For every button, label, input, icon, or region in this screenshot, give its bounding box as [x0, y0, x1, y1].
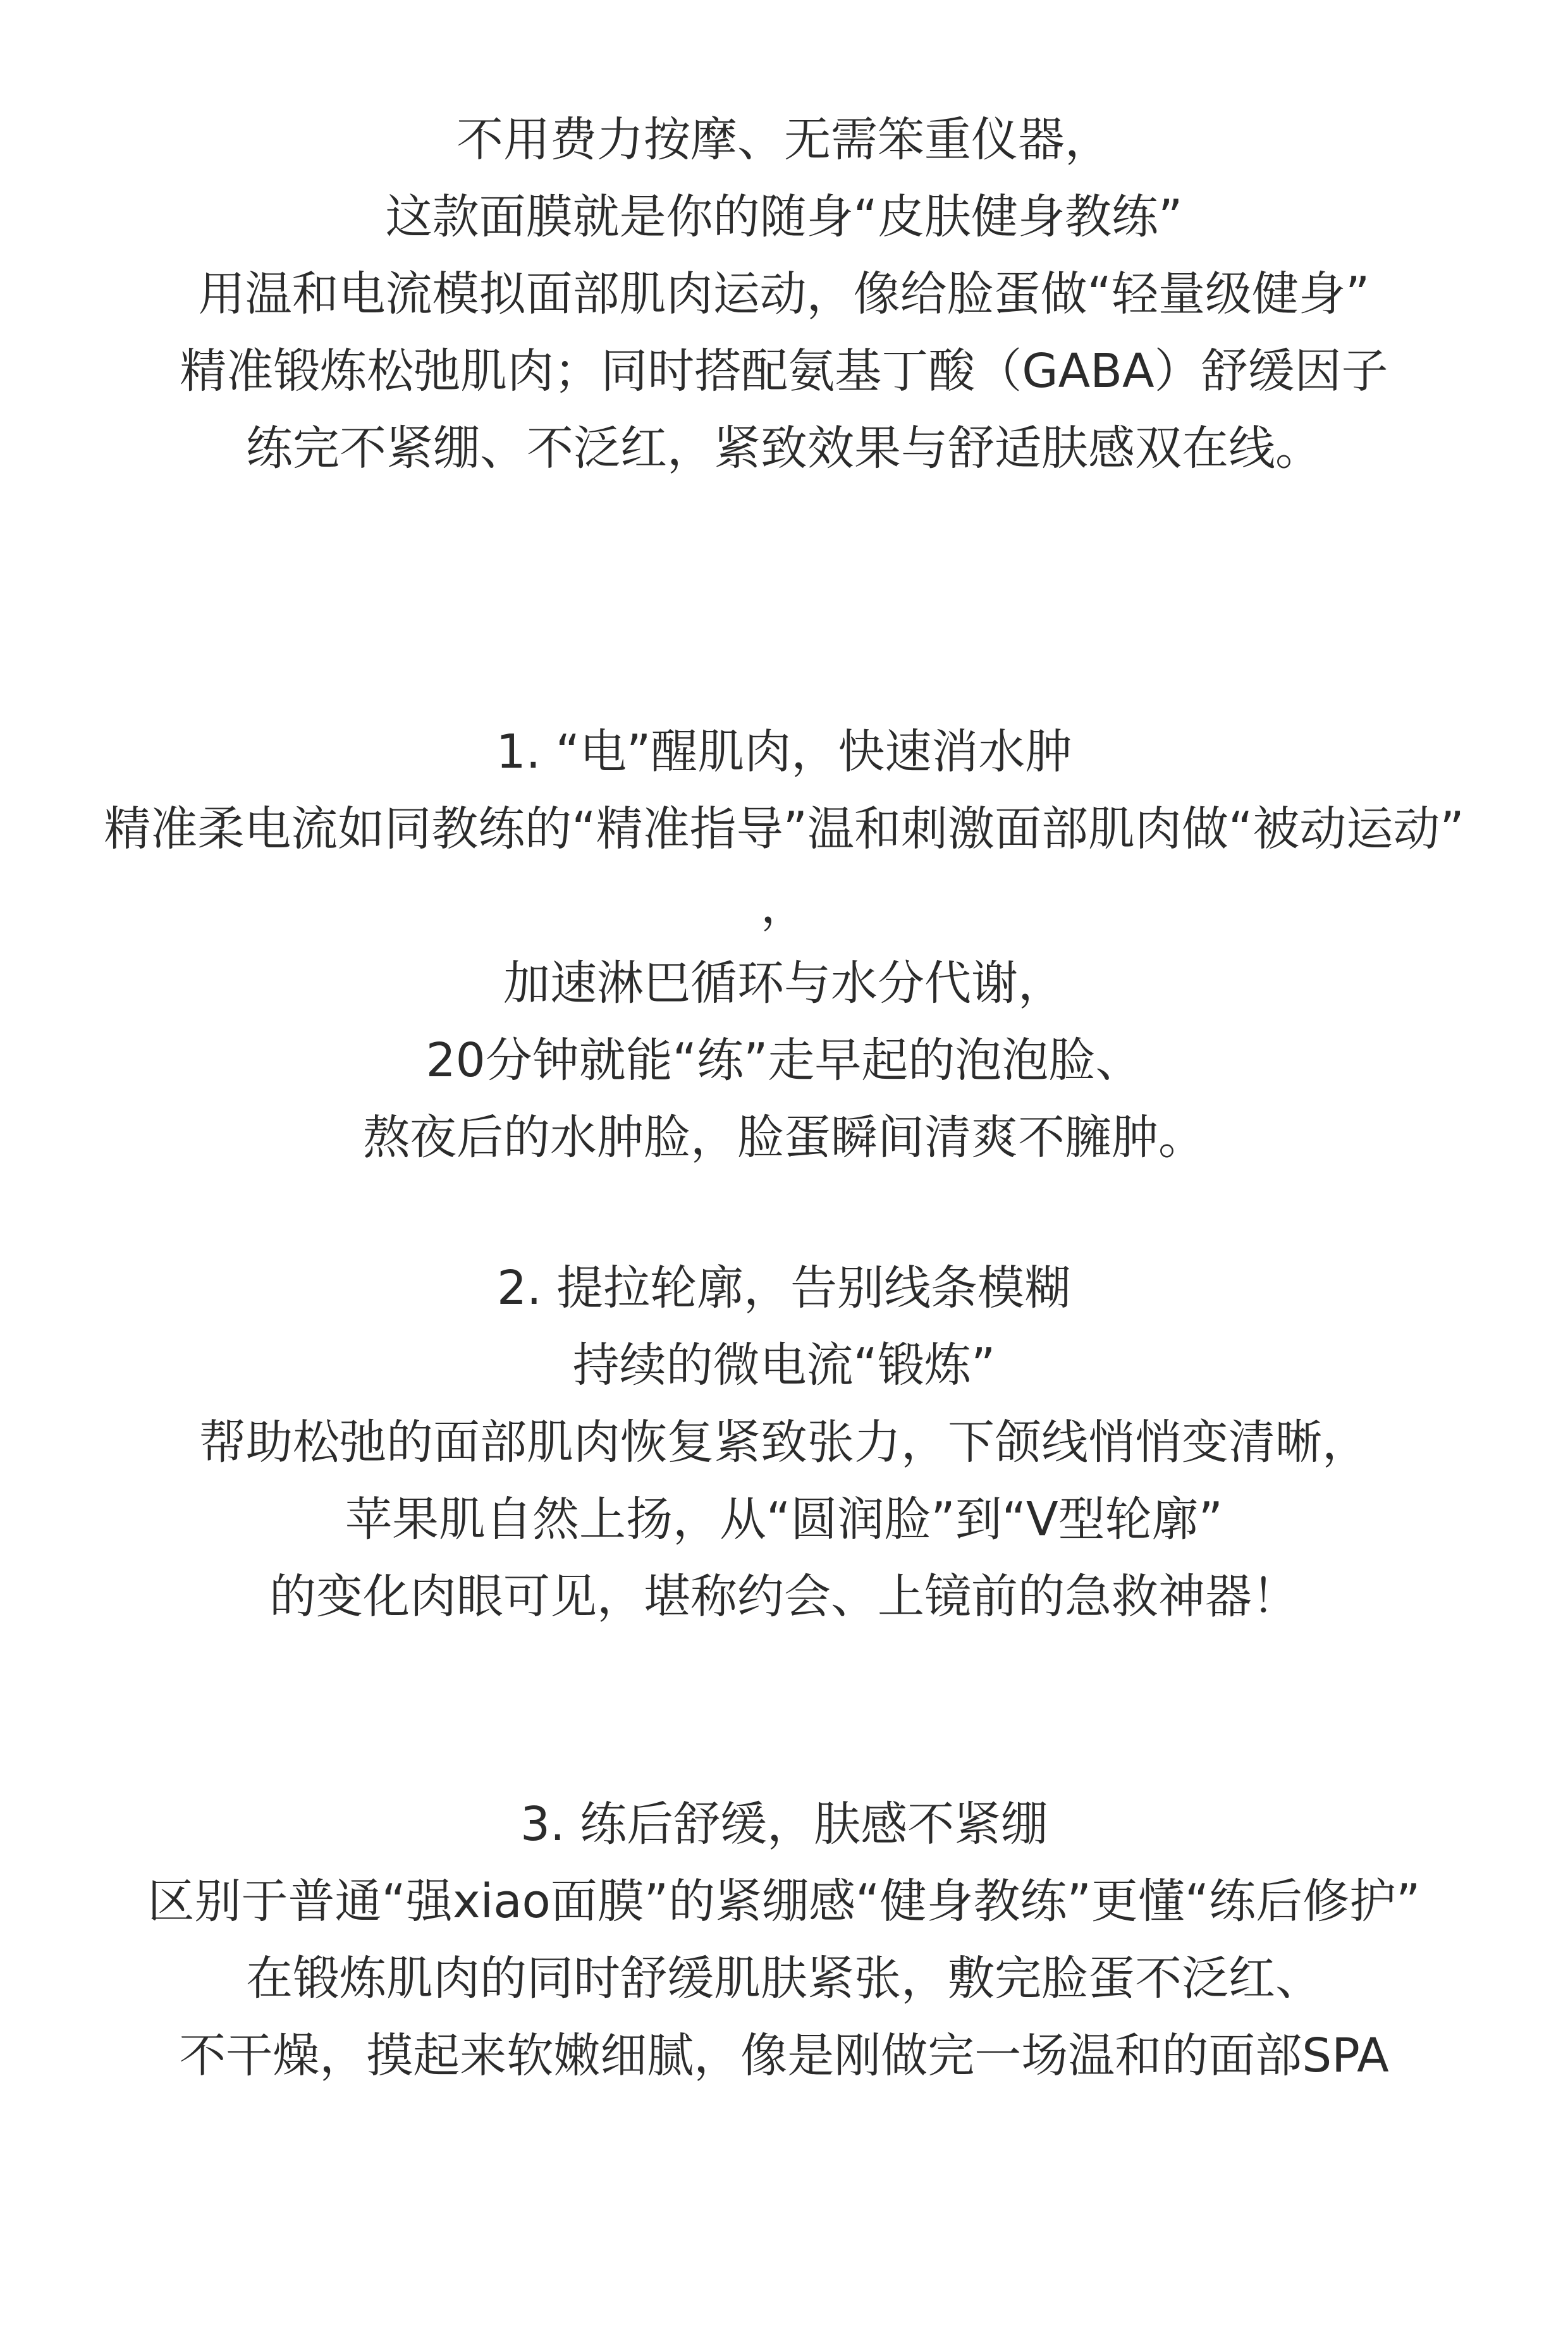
intro-line: 这款面膜就是你的随身“皮肤健身教练” [385, 190, 1183, 244]
section-2-line: 苹果肌自然上扬，从“圆润脸”到“V型轮廓” [345, 1492, 1223, 1547]
section-1-line: 20分钟就能“练”走早起的泡泡脸、 [426, 1033, 1142, 1088]
section-1-line: 加速淋巴循环与水分代谢， [503, 956, 1065, 1010]
section-1-heading: 1. “电”醒肌肉，快速消水肿 [496, 725, 1072, 779]
intro-line: 练完不紧绷、不泛红，紧致效果与舒适肤感双在线。 [246, 421, 1322, 476]
intro-paragraph [0, 101, 1568, 487]
section-1 [0, 713, 1568, 1176]
section-2 [0, 1249, 1568, 1635]
section-2-line: 持续的微电流“锻炼” [572, 1338, 996, 1392]
section-1-line: ， [761, 879, 807, 933]
section-2-line: 的变化肉眼可见，堪称约会、上镜前的急救神器！ [269, 1569, 1299, 1624]
section-3-line: 区别于普通“强xiao面膜”的紧绷感“健身教练”更懂“练后修护” [147, 1874, 1421, 1929]
section-3-heading: 3. 练后舒缓，肤感不紧绷 [520, 1797, 1048, 1851]
section-2-line: 帮助松弛的面部肌肉恢复紧致张力，下颌线悄悄变清晰， [199, 1415, 1369, 1470]
section-1-line: 熬夜后的水肿脸，脸蛋瞬间清爽不臃肿。 [363, 1110, 1205, 1165]
section-2-heading: 2. 提拉轮廓，告别线条模糊 [496, 1261, 1072, 1315]
section-3 [0, 1786, 1568, 2094]
intro-line: 不用费力按摩、无需笨重仪器， [456, 113, 1112, 167]
intro-line: 用温和电流模拟面部肌肉运动，像给脸蛋做“轻量级健身” [198, 267, 1370, 321]
intro-line: 精准锻炼松弛肌肉；同时搭配氨基丁酸（GABA）舒缓因子 [180, 344, 1388, 398]
section-1-line: 精准柔电流如同教练的“精准指导”温和刺激面部肌肉做“被动运动” [104, 802, 1464, 856]
section-3-line: 在锻炼肌肉的同时舒缓肌肤紧张，敷完脸蛋不泛红、 [246, 1951, 1322, 2006]
section-3-line: 不干燥，摸起来软嫩细腻，像是刚做完一场温和的面部SPA [179, 2029, 1389, 2083]
